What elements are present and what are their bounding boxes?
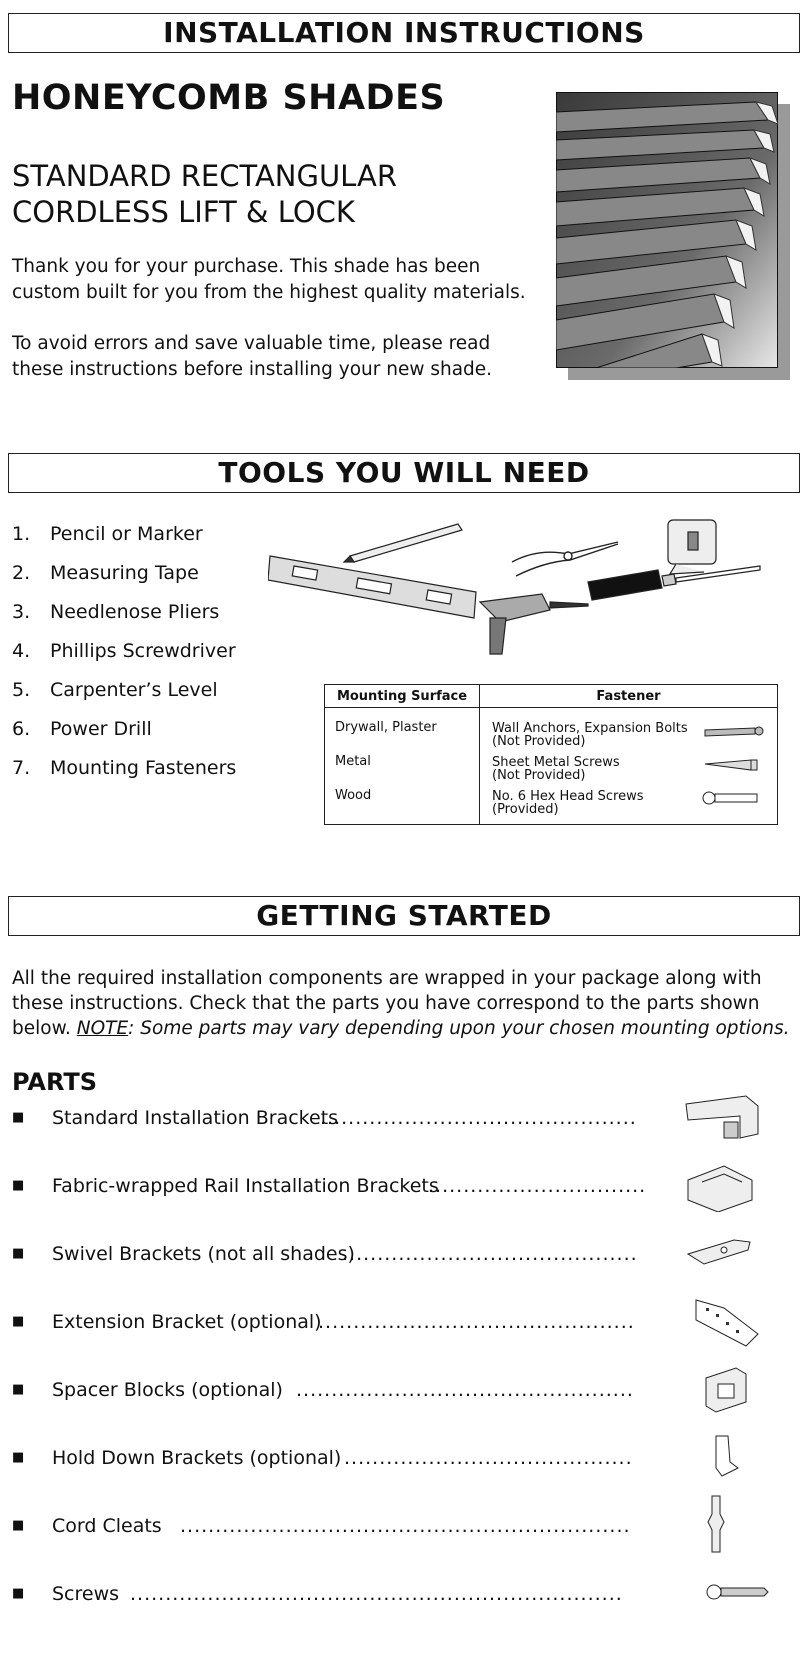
fastener-text: Wall Anchors, Expansion Bolts <box>492 721 688 736</box>
bullet-icon: ■ <box>12 1382 25 1397</box>
list-item <box>12 1508 792 1544</box>
tool-number: 2. <box>12 562 31 584</box>
list-item <box>12 1372 792 1408</box>
note-label: NOTE <box>76 1018 129 1039</box>
fastener-note: (Provided) <box>492 802 559 817</box>
list-item <box>12 1236 792 1272</box>
product-subtitle-line1: STANDARD RECTANGULAR <box>12 159 397 193</box>
line3-start: below. <box>12 1018 77 1039</box>
leader-dots: ................................................................ <box>180 1515 631 1537</box>
intro-thanks-line1: Thank you for your purchase. This shade has been <box>12 256 481 277</box>
list-item <box>12 515 236 554</box>
level-icon <box>268 556 476 618</box>
surface-text: Wood <box>335 788 372 803</box>
part-label: Screws <box>52 1583 120 1605</box>
surface-text: Metal <box>335 754 371 769</box>
tools-title: TOOLS YOU WILL NEED <box>218 456 590 489</box>
leader-dots: ............................................. <box>318 1311 635 1333</box>
header-banner <box>8 13 800 53</box>
standard-bracket-icon <box>680 1092 762 1144</box>
fastener-cell <box>480 708 778 825</box>
part-label: Hold Down Brackets (optional) <box>52 1447 342 1469</box>
surface-cell <box>325 708 480 825</box>
tool-label: Phillips Screwdriver <box>50 640 236 662</box>
swivel-bracket-icon <box>684 1228 756 1272</box>
hold-down-bracket-icon <box>708 1432 744 1482</box>
tool-number: 5. <box>12 679 31 701</box>
screw-icon <box>706 1580 770 1606</box>
tools-illustration <box>268 518 788 668</box>
table-header-row <box>325 685 778 708</box>
extension-bracket-icon <box>692 1296 762 1348</box>
table-body-row <box>325 708 778 825</box>
intro-read-line2: these instructions before installing your new shade. <box>12 359 493 380</box>
intro-thanks <box>12 254 526 306</box>
tool-label: Carpenter’s Level <box>50 679 218 701</box>
intro-thanks-line2: custom built for you from the highest quality materials. <box>12 282 526 303</box>
tool-number: 1. <box>12 523 31 545</box>
fabric-rail-bracket-icon <box>684 1160 756 1212</box>
spacer-block-icon <box>702 1364 752 1416</box>
honeycomb-shade-image <box>556 92 778 368</box>
bullet-icon: ■ <box>12 1178 25 1193</box>
list-item <box>12 554 236 593</box>
leader-dots: ............................... <box>428 1175 647 1197</box>
tool-label: Mounting Fasteners <box>50 757 237 779</box>
leader-dots: .......................................... <box>342 1243 638 1265</box>
list-item <box>12 1168 792 1204</box>
tool-label: Measuring Tape <box>50 562 199 584</box>
tools-list <box>12 515 236 788</box>
getting-started-line1: All the required installation components are wrapped in your package along with <box>12 968 762 989</box>
wall-anchor-icon <box>705 727 763 736</box>
list-item <box>12 1440 792 1476</box>
shade-photo <box>556 92 780 372</box>
cord-cleat-icon <box>704 1494 728 1554</box>
part-label: Swivel Brackets (not all shades) <box>52 1243 355 1265</box>
tool-label: Pencil or Marker <box>50 523 203 545</box>
pencil-icon <box>344 524 462 562</box>
tool-number: 6. <box>12 718 31 740</box>
part-label: Spacer Blocks (optional) <box>52 1379 283 1401</box>
tool-number: 3. <box>12 601 31 623</box>
part-label: Standard Installation Brackets <box>52 1107 339 1129</box>
product-name: HONEYCOMB SHADES <box>12 78 446 118</box>
bullet-icon: ■ <box>12 1586 25 1601</box>
intro-read-line1: To avoid errors and save valuable time, please read <box>12 333 491 354</box>
getting-started-line3 <box>12 1016 789 1041</box>
tool-label: Power Drill <box>50 718 152 740</box>
leader-dots: ................................................ <box>296 1379 634 1401</box>
sheet-metal-screw-icon <box>705 760 757 770</box>
fastener-table <box>324 684 778 825</box>
list-item <box>12 710 236 749</box>
leader-dots: ............................................. <box>320 1107 637 1129</box>
list-item <box>12 593 236 632</box>
surface-text: Drywall, Plaster <box>335 720 437 735</box>
hex-screw-icon <box>703 792 757 804</box>
list-item <box>12 1576 792 1612</box>
list-item <box>12 749 236 788</box>
part-label: Extension Bracket (optional) <box>52 1311 322 1333</box>
tool-number: 4. <box>12 640 31 662</box>
leader-dots: ...................................................................... <box>130 1583 623 1605</box>
bullet-icon: ■ <box>12 1314 25 1329</box>
tools-banner <box>8 453 800 493</box>
list-item <box>12 671 236 710</box>
parts-title: PARTS <box>12 1068 98 1096</box>
getting-started-text <box>12 966 789 1041</box>
fastener-icons <box>699 720 769 820</box>
table-header: Fastener <box>480 685 778 708</box>
list-item <box>12 1100 792 1136</box>
bullet-icon: ■ <box>12 1450 25 1465</box>
part-label: Cord Cleats <box>52 1515 162 1537</box>
fastener-note: (Not Provided) <box>492 734 586 749</box>
measuring-tape-icon <box>668 520 716 574</box>
product-subtitle <box>12 158 397 230</box>
power-drill-icon <box>480 594 588 654</box>
bullet-icon: ■ <box>12 1110 25 1125</box>
bullet-icon: ■ <box>12 1246 25 1261</box>
getting-started-line2: these instructions. Check that the parts you have correspond to the parts shown <box>12 993 760 1014</box>
tool-number: 7. <box>12 757 31 779</box>
getting-started-banner <box>8 896 800 936</box>
note-text: : Some parts may vary depending upon your chosen mounting options. <box>128 1018 790 1039</box>
fastener-note: (Not Provided) <box>492 768 586 783</box>
intro-read <box>12 331 492 383</box>
header-title: INSTALLATION INSTRUCTIONS <box>163 16 645 49</box>
fastener-text: No. 6 Hex Head Screws <box>492 789 644 804</box>
part-label: Fabric-wrapped Rail Installation Brackets <box>52 1175 439 1197</box>
bullet-icon: ■ <box>12 1518 25 1533</box>
tool-label: Needlenose Pliers <box>50 601 220 623</box>
list-item <box>12 1304 792 1340</box>
table-header: Mounting Surface <box>325 685 480 708</box>
pliers-icon <box>512 542 618 576</box>
fastener-text: Sheet Metal Screws <box>492 755 620 770</box>
getting-started-title: GETTING STARTED <box>256 899 552 932</box>
product-subtitle-line2: CORDLESS LIFT & LOCK <box>12 195 355 229</box>
list-item <box>12 632 236 671</box>
leader-dots: ......................................... <box>344 1447 633 1469</box>
